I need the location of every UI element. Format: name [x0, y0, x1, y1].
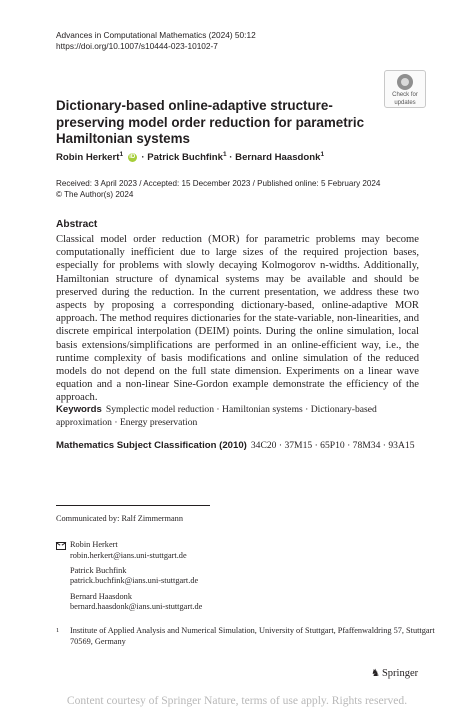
author-separator: ·: [141, 152, 145, 164]
contact-email[interactable]: bernard.haasdonk@ians.uni-stuttgart.de: [70, 602, 203, 612]
publication-dates: [56, 178, 380, 200]
msc-codes: 34C20 · 37M15 · 65P10 · 78M34 · 93A15: [250, 440, 415, 451]
footnote-divider: [56, 505, 210, 506]
paper-title: Dictionary-based online-adaptive structure-preserving model order reduction for parametric Hamiltonian systems: [56, 98, 365, 146]
keywords-section: [56, 403, 419, 430]
contact-entry: [56, 566, 436, 587]
journal-citation: Advances in Computational Mathematics (2024) 50:12: [56, 30, 256, 40]
author-name[interactable]: Bernard Haasdonk: [235, 152, 321, 164]
journal-info: [56, 30, 256, 52]
author-separator: ·: [229, 152, 233, 164]
envelope-icon: [56, 542, 66, 550]
contact-name: Patrick Buchfink: [70, 565, 127, 575]
publisher-name: Springer: [381, 668, 419, 679]
author-name[interactable]: Robin Herkert: [56, 152, 120, 164]
contact-name: Robin Herkert: [70, 540, 118, 549]
keywords-text: Symplectic model reduction · Hamiltonian systems · Dictionary-based approximation · Energy preservation: [56, 404, 377, 429]
author-list: [56, 148, 324, 164]
contact-list: [56, 540, 436, 617]
keywords-label: Keywords: [56, 404, 102, 415]
orcid-icon[interactable]: iD: [129, 154, 136, 161]
check-updates-icon: [397, 74, 413, 90]
contact-entry: [56, 540, 436, 561]
copyright: © The Author(s) 2024: [56, 190, 134, 199]
abstract-body: [56, 233, 419, 405]
date-history: Received: 3 April 2023 / Accepted: 15 December 2023 / Published online: 5 February 2024: [56, 179, 381, 188]
author-affil-marker: 1: [119, 151, 124, 158]
publisher-logo: [371, 668, 418, 680]
contact-entry: [56, 592, 436, 613]
badge-text-1: Check for: [392, 92, 418, 98]
author-name[interactable]: Patrick Buchfink: [147, 152, 223, 164]
author-affil-marker: 1: [223, 151, 227, 158]
contact-name: Bernard Haasdonk: [70, 591, 132, 601]
affiliation-number: 1: [56, 627, 60, 634]
author-affil-marker: 1: [320, 151, 325, 158]
doi-link[interactable]: https://doi.org/10.1007/s10444-023-10102-7: [56, 41, 218, 51]
check-for-updates-badge[interactable]: [384, 70, 426, 108]
communicated-by: Communicated by: Ralf Zimmermann: [56, 514, 183, 523]
affiliation-text: Institute of Applied Analysis and Numerical Simulation, University of Stuttgart, Pfaffenwaldring 57, Stuttgart 70569, Germany: [70, 626, 435, 646]
badge-text-2: updates: [394, 100, 416, 106]
msc-section: [56, 439, 436, 452]
springer-horse-icon: ♞: [371, 668, 380, 679]
abstract-heading: Abstract: [56, 219, 98, 230]
msc-label: Mathematics Subject Classification (2010): [56, 440, 247, 451]
contact-email[interactable]: patrick.buchfink@ians.uni-stuttgart.de: [70, 576, 199, 586]
contact-email[interactable]: robin.herkert@ians.uni-stuttgart.de: [70, 550, 187, 560]
abstract-text: Classical model order reduction (MOR) for parametric problems may become computationally inefficient due to large sizes of the required projection bases, especially for problems with slowly decaying Kolmogorov n-widths. Additionally, Hamiltonian structure of dynamical systems may be available and should be preserved during the reduction. In the current presentation, we address these two aspects by proposing a corresponding dictionary-based, online-adaptive MOR approach. The method requires dictionaries for the state-variable, non-linearities, and discrete empirical interpolation (DEIM) points. During the online simulation, local basis extensions/simplifications are performed in an online-efficient way, i.e., the runtime complexity of basis modifications and online simulation of the reduced models do not depend on the full state dimension. Experiments on a linear wave equation and a non-linear Sine-Gordon example demonstrate the efficiency of the approach.: [56, 234, 419, 404]
affiliation: [56, 626, 436, 647]
courtesy-watermark: Content courtesy of Springer Nature, terms of use apply. Rights reserved.: [66, 694, 408, 707]
